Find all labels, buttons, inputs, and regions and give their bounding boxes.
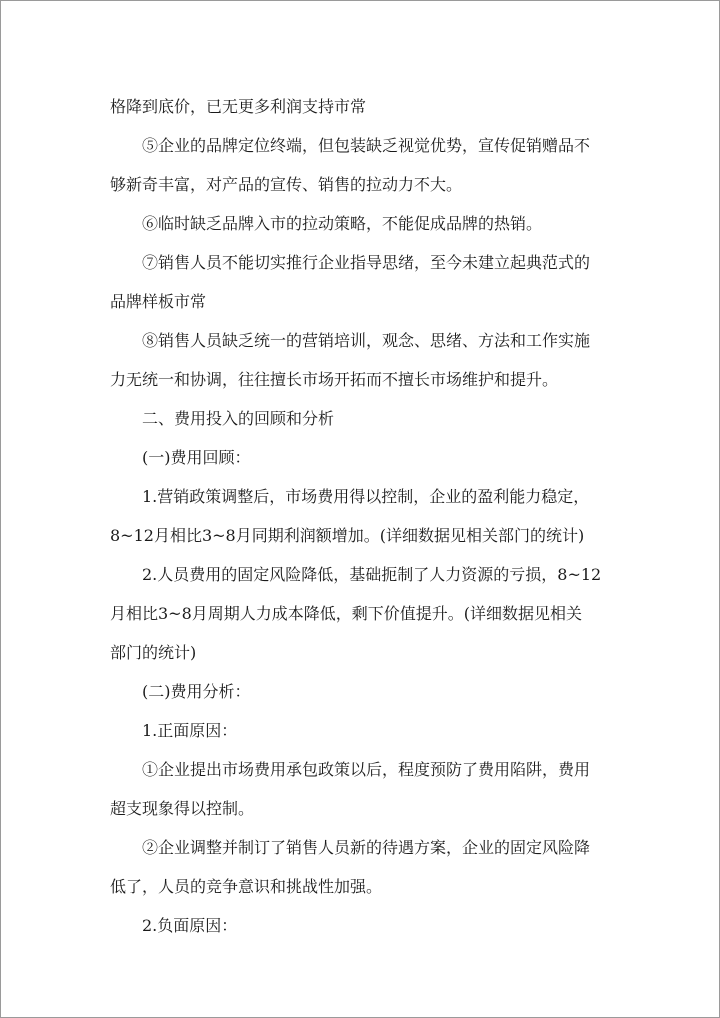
text-line: 1.营销政策调整后，市场费用得以控制，企业的盈利能力稳定， xyxy=(142,487,590,506)
text-line: 品牌样板市常 xyxy=(110,292,207,311)
text-line: ②企业调整并制订了销售人员新的待遇方案，企业的固定风险降 xyxy=(142,838,591,857)
text-line: ⑦销售人员不能切实推行企业指导思绪，至今未建立起典范式的 xyxy=(142,253,591,272)
text-line: 低了，人员的竞争意识和挑战性加强。 xyxy=(110,877,383,896)
text-line: ⑥临时缺乏品牌入市的拉动策略，不能促成品牌的热销。 xyxy=(142,214,543,233)
text-line: 2.人员费用的固定风险降低，基础扼制了人力资源的亏损，8~12 xyxy=(142,565,602,584)
text-line: ⑤企业的品牌定位终端，但包装缺乏视觉优势，宣传促销赠品不 xyxy=(142,136,591,155)
text-line: 格降到底价，已无更多利润支持市常 xyxy=(110,97,367,116)
text-line: 月相比3~8月周期人力成本降低，剩下价值提升。(详细数据见相关 xyxy=(110,604,583,623)
text-line: 超支现象得以控制。 xyxy=(110,799,255,818)
section-heading: 二、费用投入的回顾和分析 xyxy=(142,409,335,428)
text-line: ①企业提出市场费用承包政策以后，程度预防了费用陷阱，费用 xyxy=(142,760,591,779)
document-body xyxy=(110,87,615,945)
text-line: 2.负面原因： xyxy=(142,916,238,935)
text-line: 够新奇丰富，对产品的宣传、销售的拉动力不大。 xyxy=(110,175,463,194)
subsection-heading: (一)费用回顾： xyxy=(142,448,251,467)
text-line: ⑧销售人员缺乏统一的营销培训，观念、思绪、方法和工作实施 xyxy=(142,331,591,350)
text-line: 1.正面原因： xyxy=(142,721,238,740)
text-line: 部门的统计) xyxy=(110,643,197,662)
text-line: 力无统一和协调，往往擅长市场开拓而不擅长市场维护和提升。 xyxy=(110,370,559,389)
text-line: 8~12月相比3~8月同期利润额增加。(详细数据见相关部门的统计) xyxy=(110,526,585,545)
subsection-heading: (二)费用分析： xyxy=(142,682,251,701)
